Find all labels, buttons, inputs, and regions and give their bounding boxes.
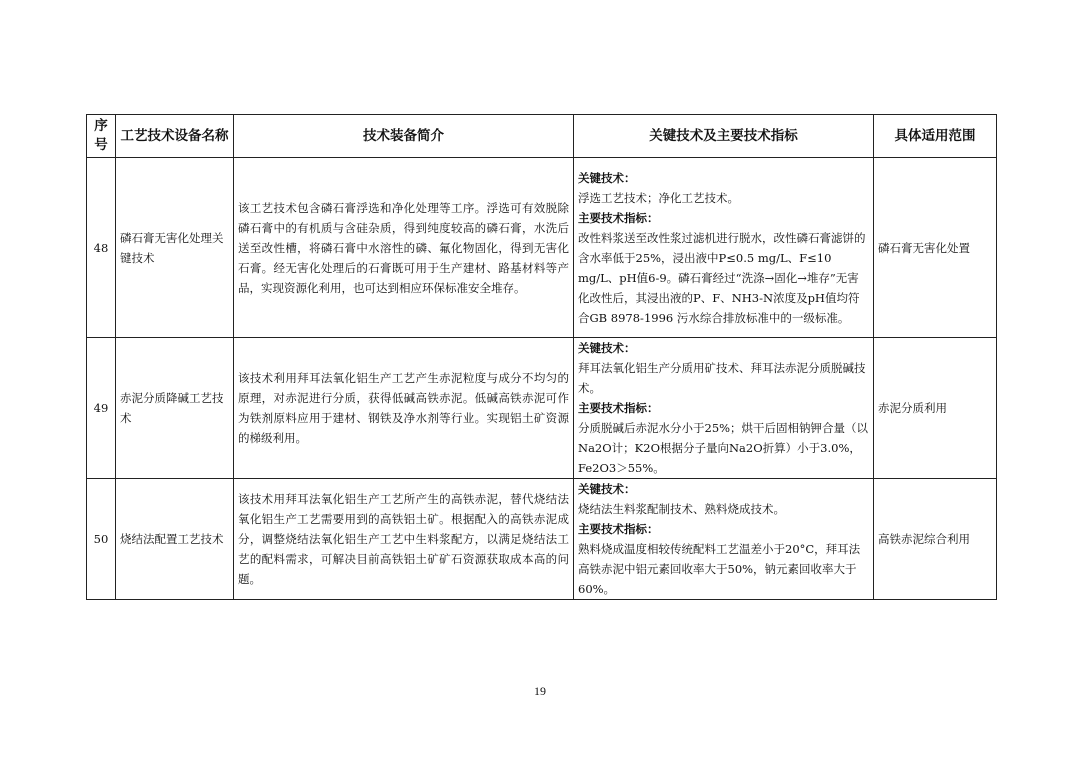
row-indicators <box>574 479 874 600</box>
indicator-text: 熟料烧成温度相较传统配料工艺温差小于20°C，拜耳法高铁赤泥中铝元素回收率大于50%，钠元素回收率大于60%。 <box>578 542 861 596</box>
row-number: 50 <box>87 479 116 600</box>
header-key: 关键技术及主要技术指标 <box>574 115 874 158</box>
key-tech-label: 关键技术： <box>578 341 636 355</box>
row-number: 49 <box>87 338 116 479</box>
table-row <box>87 338 997 479</box>
table-header-row <box>87 115 997 158</box>
technology-table <box>86 114 997 600</box>
header-name: 工艺技术设备名称 <box>116 115 234 158</box>
row-number: 48 <box>87 158 116 338</box>
row-indicators <box>574 338 874 479</box>
key-tech-label: 关键技术： <box>578 170 636 185</box>
row-scope: 高铁赤泥综合利用 <box>874 479 997 600</box>
row-description: 该技术用拜耳法氧化铝生产工艺所产生的高铁赤泥，替代烧结法氧化铝生产工艺需要用到的高铁铝土矿。根据配入的高铁赤泥成分，调整烧结法氧化铝生产工艺中生料浆配方，以满足烧结法工艺的配料需求，可解决目前高铁铝土矿矿石资源获取成本高的问题。 <box>234 479 574 600</box>
key-tech-text: 拜耳法氧化铝生产分质用矿技术、拜耳法赤泥分质脱碱技术。 <box>578 361 866 395</box>
row-name: 磷石膏无害化处理关键技术 <box>116 158 234 338</box>
indicator-text: 分质脱碱后赤泥水分小于25%；烘干后固相钠钾合量（以Na2O计；K2O根据分子量向Na2O折算）小于3.0%，Fe2O3＞55%。 <box>578 421 869 475</box>
row-scope: 磷石膏无害化处置 <box>874 158 997 338</box>
key-tech-text: 烧结法生料浆配制技术、熟料烧成技术。 <box>578 502 785 516</box>
row-name: 烧结法配置工艺技术 <box>116 479 234 600</box>
row-description: 该技术利用拜耳法氧化铝生产工艺产生赤泥粒度与成分不均匀的原理，对赤泥进行分质，获得低碱高铁赤泥。低碱高铁赤泥可作为铁剂原料应用于建材、钢铁及净水剂等行业。实现铝土矿资源的梯级利用。 <box>234 338 574 479</box>
header-scope: 具体适用范围 <box>874 115 997 158</box>
row-indicators <box>574 158 874 338</box>
header-desc: 技术装备简介 <box>234 115 574 158</box>
key-tech-label: 关键技术： <box>578 482 636 496</box>
table-row <box>87 479 997 600</box>
table-row <box>87 158 997 338</box>
row-description: 该工艺技术包含磷石膏浮选和净化处理等工序。浮选可有效脱除磷石膏中的有机质与含硅杂质，得到纯度较高的磷石膏，水洗后送至改性槽，将磷石膏中水溶性的磷、氟化物固化，得到无害化石膏。经无害化处理后的石膏既可用于生产建材、路基材料等产品，实现资源化利用，也可达到相应环保标准安全堆存。 <box>234 158 574 338</box>
key-tech-text: 浮选工艺技术；净化工艺技术。 <box>578 190 739 205</box>
indicator-label: 主要技术指标： <box>578 210 659 225</box>
row-name: 赤泥分质降碱工艺技术 <box>116 338 234 479</box>
indicator-label: 主要技术指标： <box>578 401 659 415</box>
page-number: 19 <box>534 684 546 698</box>
indicator-label: 主要技术指标： <box>578 522 659 536</box>
row-scope: 赤泥分质利用 <box>874 338 997 479</box>
header-no: 序号 <box>87 115 116 158</box>
indicator-text: 改性料浆送至改性浆过滤机进行脱水，改性磷石膏滤饼的含水率低于25%，浸出液中P≤0.5 mg/L、F≤10 mg/L、pH值6-9。磷石膏经过“洗涤→固化→堆存”无害化改性后，其浸出液的P、F、NH3-N浓度及pH值均符合GB 8978-1996 污水综合排放标准中的一级标准。 <box>578 230 866 325</box>
